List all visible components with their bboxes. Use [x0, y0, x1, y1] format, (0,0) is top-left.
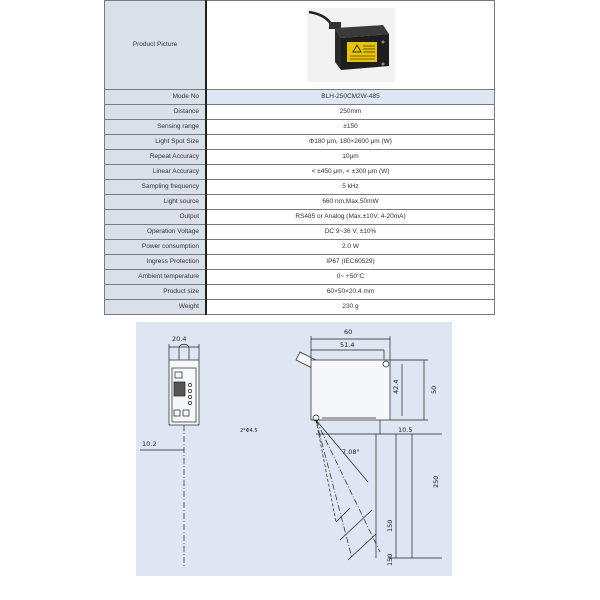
- spec-label: Weight: [105, 300, 207, 315]
- spec-row: [105, 105, 495, 120]
- dim-inner-height: 42.4: [392, 379, 400, 394]
- product-picture-label: Product Picture: [105, 1, 207, 90]
- product-photo: [307, 8, 395, 82]
- spec-row: [105, 300, 495, 315]
- dim-inner-width: 51.4: [340, 341, 355, 349]
- spec-value: IP67 (IEC60529): [206, 255, 495, 270]
- spec-label: Sampling frequency: [105, 180, 207, 195]
- dimension-drawing: [136, 322, 452, 576]
- spec-value: 10μm: [206, 150, 495, 165]
- dim-height: 50: [430, 385, 438, 394]
- dim-angle: 7.08°: [342, 448, 360, 456]
- spec-label: Power consumption: [105, 240, 207, 255]
- spec-row: [105, 225, 495, 240]
- spec-value: DC 9~36 V, ±10%: [206, 225, 495, 240]
- spec-value: 660 nm,Max.50mW: [206, 195, 495, 210]
- spec-value: 5 kHz: [206, 180, 495, 195]
- dim-range-lower: 150: [386, 553, 394, 566]
- spec-label: Light Spot Size: [105, 135, 207, 150]
- spec-table: [104, 0, 495, 315]
- spec-label: Linear Accuracy: [105, 165, 207, 180]
- spec-value: 2.0 W: [206, 240, 495, 255]
- spec-label: Operation Voltage: [105, 225, 207, 240]
- spec-row: [105, 210, 495, 225]
- spec-value: Φ180 μm, 180×2600 μm (W): [206, 135, 495, 150]
- spec-row: [105, 285, 495, 300]
- spec-value: 60×50×20.4 mm: [206, 285, 495, 300]
- spec-row: [105, 120, 495, 135]
- drawing-svg: [136, 322, 452, 576]
- dim-front-width: 20.4: [172, 335, 187, 343]
- spec-row: [105, 270, 495, 285]
- spec-label: Output: [105, 210, 207, 225]
- spec-row: [105, 195, 495, 210]
- spec-value: 250mm: [206, 105, 495, 120]
- front-cable-gland: [179, 344, 189, 360]
- dim-range-upper: 150: [386, 519, 394, 532]
- spec-label: Ambient temperature: [105, 270, 207, 285]
- spec-row: [105, 255, 495, 270]
- dim-offset-right: 10.5: [398, 426, 413, 434]
- spec-label: Mode No: [105, 90, 207, 105]
- spec-label: Distance: [105, 105, 207, 120]
- spec-row: [105, 90, 495, 105]
- dim-holes: 2*Φ4.5: [240, 428, 258, 434]
- product-picture-row: [105, 1, 495, 90]
- dim-front-offset: 10.2: [142, 440, 157, 448]
- spec-value: RS485 or Analog (Max.±10V, 4-20mA): [206, 210, 495, 225]
- spec-label: Repeat Accuracy: [105, 150, 207, 165]
- spec-label: Light source: [105, 195, 207, 210]
- spec-value: < ±450 μm, < ±300 μm (W): [206, 165, 495, 180]
- spec-row: [105, 135, 495, 150]
- dim-side-width: 60: [344, 328, 353, 336]
- spec-label: Ingress Protection: [105, 255, 207, 270]
- side-view-body: [311, 360, 390, 420]
- spec-row: [105, 240, 495, 255]
- spec-row: [105, 180, 495, 195]
- spec-value: BLH-250CM2W-485: [206, 90, 495, 105]
- product-picture-cell: [206, 1, 495, 90]
- spec-value: 230 g: [206, 300, 495, 315]
- spec-row: [105, 150, 495, 165]
- spec-value: ±150: [206, 120, 495, 135]
- spec-label: Product size: [105, 285, 207, 300]
- dim-distance: 250: [432, 475, 440, 488]
- spec-row: [105, 165, 495, 180]
- spec-value: 0~ +50°C: [206, 270, 495, 285]
- spec-label: Sensing range: [105, 120, 207, 135]
